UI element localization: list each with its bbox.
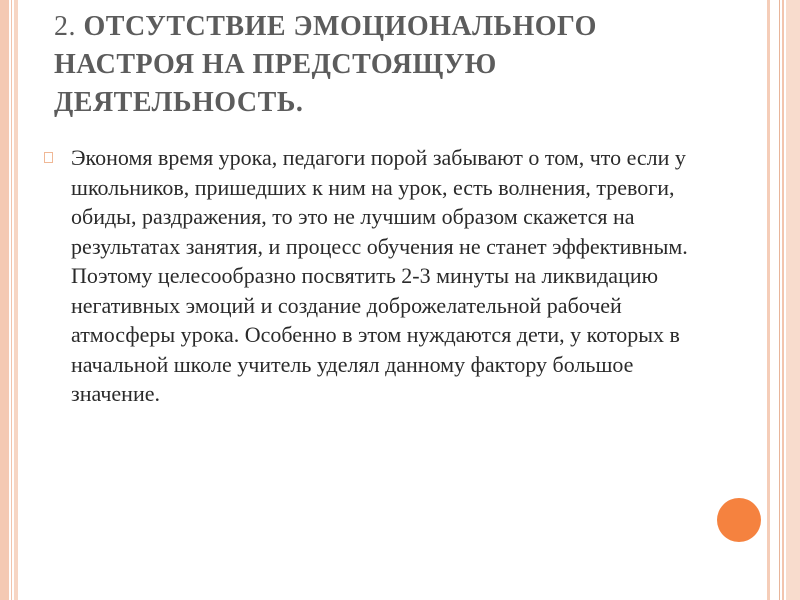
bullet-icon [44, 152, 53, 163]
slide-title [54, 8, 714, 122]
hollow-square-bullet-icon [44, 152, 53, 163]
right-decor-band [786, 0, 800, 600]
left-decor-stripe-inner [14, 0, 18, 600]
left-decor-line [11, 0, 12, 600]
right-decor-line [779, 0, 780, 600]
list-item [40, 143, 700, 409]
slide-title-text: ОТСУТСТВИЕ ЭМОЦИОНАЛЬНОГО НАСТРОЯ НА ПРЕДСТОЯЩУЮ ДЕЯТЕЛЬНОСТЬ. [54, 11, 597, 118]
bullet-text: Экономя время урока, педагоги порой забывают о том, что если у школьников, пришедших к ним на урок, есть волнения, тревоги, обиды, раздражения, то это не лучшим образом скажется на результатах занятия, и процесс обучения не станет эффективным. Поэтому целесообразно посвятить 2-3 минуты на ликвидацию негативных эмоций и создание доброжелательной рабочей атмосферы урока. Особенно в этом нуждаются дети, у которых в начальной школе учитель уделял данному фактору большое значение. [71, 145, 688, 406]
slide-title-number: 2. [54, 11, 76, 42]
bullet-list [40, 143, 700, 409]
left-decor-stripe [0, 0, 9, 600]
right-decor-stripe [767, 0, 770, 600]
orange-accent-dot [717, 498, 761, 542]
right-decor-stripe-2 [782, 0, 784, 600]
